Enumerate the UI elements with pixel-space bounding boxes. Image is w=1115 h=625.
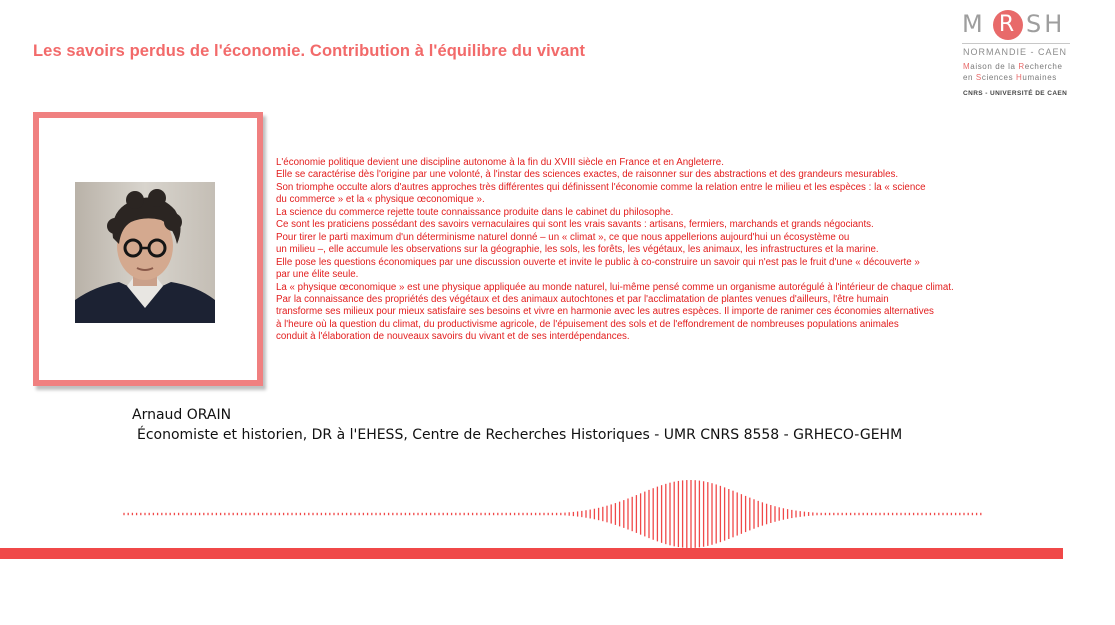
description-line: Elle se caractérise dès l'origine par une volonté, à l'instar des sciences exactes, de raisonner sur des abstractions et des grandeurs mesurables.	[276, 169, 899, 181]
sound-wave-decoration	[120, 478, 990, 550]
description-line: conduit à l'élaboration de nouveaux savoirs du vivant et de ses interdépendances.	[276, 331, 630, 343]
logo-divider	[962, 43, 1070, 44]
logo-subtitle: NORMANDIE - CAEN	[963, 47, 1068, 57]
logo-mark	[962, 10, 1072, 42]
description-line: Par la connaissance des propriétés des végétaux et des animaux autochtones et par l'acclimatation de plantes venues d'ailleurs, l'être humain	[276, 293, 889, 305]
description-text	[276, 157, 1111, 344]
description-line: Pour tirer le parti maximum d'un déterminisme naturel donné – un « climat », ce que nous appellerions aujourd'hui un écosystème ou	[276, 231, 850, 243]
description-line: L'économie politique devient une discipline autonome à la fin du XVIII siècle en France et en Angleterre.	[276, 157, 724, 168]
description-line: à l'heure où la question du climat, du productivisme agricole, de l'épuisement des sols et de l'effondrement de nombreuses populations animales	[276, 318, 899, 330]
description-line: du commerce » et la « physique œconomique ».	[276, 194, 485, 206]
author-photo	[75, 182, 215, 323]
logo-line-2: en Sciences Humaines	[963, 73, 1057, 82]
logo-letter-m: M	[962, 10, 986, 38]
description-line: par une élite seule.	[276, 269, 359, 281]
logo-letters-sh: SH	[1026, 10, 1066, 38]
bottom-accent-bar	[0, 548, 1063, 559]
description-line: La « physique œconomique » est une physique appliquée au monde naturel, lui-même pensé comme un organisme autorégulé à l'intérieur de chaque climat.	[276, 281, 954, 293]
logo-line-1: Maison de la Recherche	[963, 62, 1063, 71]
logo-line-3: CNRS - UNIVERSITÉ DE CAEN	[963, 90, 1068, 97]
description-line: un milieu –, elle accumule les observations sur la géographie, les sols, les forêts, les végétaux, les animaux, les infrastructures et la marine.	[276, 244, 879, 256]
description-line: Elle pose les questions économiques par une discussion ouverte et invite le public à co-construire un savoir qui n'est pas le fruit d'une « découverte »	[276, 256, 920, 268]
description-line: transforme ses milieux pour mieux satisfaire ses besoins et vivre en harmonie avec les autres espèces. Il importe de ranimer ces économies alternatives	[276, 306, 934, 318]
page-title: Les savoirs perdus de l'économie. Contribution à l'équilibre du vivant	[33, 42, 586, 60]
author-name: Arnaud ORAIN	[132, 407, 232, 423]
logo-letter-r-circle: R	[993, 10, 1023, 40]
description-line: Son triomphe occulte alors d'autres approches très différentes qui définissent l'économie comme la relation entre le milieu et les espèces : la « science	[276, 181, 926, 193]
mrsh-logo	[962, 10, 1072, 97]
description-line: Ce sont les praticiens possédant des savoirs vernaculaires qui sont les vrais savants : artisans, fermiers, marchands et grands négociants.	[276, 219, 874, 231]
author-affiliation: Économiste et historien, DR à l'EHESS, Centre de Recherches Historiques - UMR CNRS 8558 - GRHECO-GEHM	[137, 427, 903, 443]
description-line: La science du commerce rejette toute connaissance produite dans le cabinet du philosophe.	[276, 206, 674, 218]
portrait-image	[75, 182, 215, 323]
